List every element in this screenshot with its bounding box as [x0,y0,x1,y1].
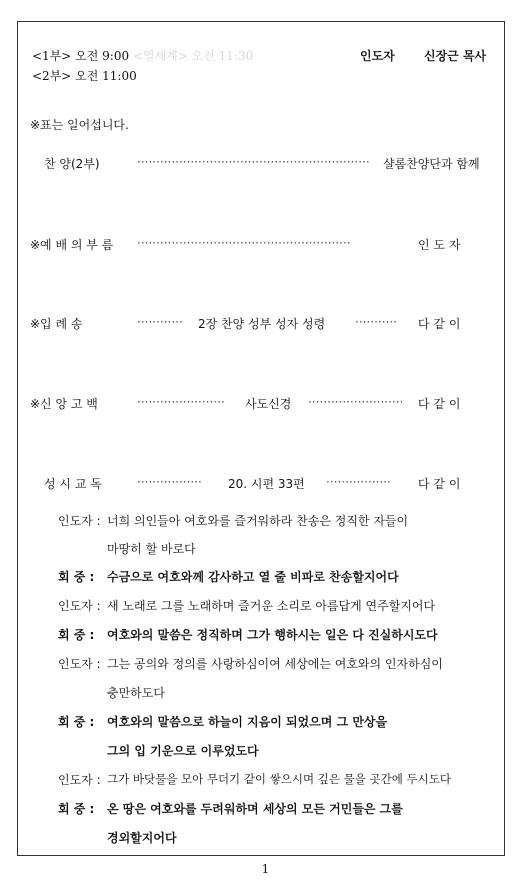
order-item-left: ※입 례 송 [30,317,83,331]
reading-line: 그의 입 기운으로 이루었도다 [107,744,259,758]
order-item-right: 샬롬찬양단과 함께 [383,157,480,171]
order-item-right: 다 같 이 [418,477,461,491]
leader-dots: ····························································· [137,155,370,169]
leader-label: 인도자 [360,49,395,63]
order-item-left: 성 시 교 독 [44,477,102,491]
order-item-left: ※예 배 의 부 름 [30,238,114,252]
reading-line: 여호와의 말씀은 정직하며 그가 행하시는 일은 다 진실하시도다 [107,628,438,642]
leader-dots: ························································ [137,236,351,250]
standing-note: ※표는 일어섭니다. [30,118,129,132]
reading-speaker: 인도자 : [58,773,101,787]
order-item-left: ※신 앙 고 백 [30,397,98,411]
reading-line: 충만하도다 [107,686,165,700]
service-time-1 [32,47,253,64]
order-item-right: 다 같 이 [418,317,461,331]
leader-dots: ················· [326,475,391,489]
order-item-right: 인 도 자 [418,238,461,252]
bulletin-frame [17,21,505,856]
leader-name: 신장근 목사 [424,49,487,63]
order-item-right: 다 같 이 [418,397,461,411]
leader-dots: ························· [308,395,404,409]
reading-speaker: 인도자 : [58,514,101,528]
reading-speaker: 회 중 : [58,715,95,729]
leader-dots: ··········· [355,315,397,329]
leader-dots: ············ [137,315,183,329]
service-time-2: <2부> 오전 11:00 [32,69,137,83]
leader-dots: ······················· [137,395,225,409]
reading-line: 온 땅은 여호와를 두려워하며 세상의 모든 거민들은 그를 [107,802,403,816]
service-time-1-text: <1부> 오전 9:00 [32,49,130,63]
reading-speaker: 인도자 : [58,657,101,671]
faded-service-text: <열세계> 오전 11:30 [132,49,254,63]
reading-line: 마땅히 할 바로다 [107,542,196,556]
reading-line: 경외할지어다 [107,831,177,845]
order-item-middle: 20. 시편 33편 [228,477,305,491]
reading-speaker: 인도자 : [58,599,101,613]
reading-line: 너희 의인들아 여호와를 즐거워하라 찬송은 정직한 자들이 [107,514,409,528]
order-item-middle: 사도신경 [245,397,292,411]
order-item-left: 찬 양(2부) [44,157,100,171]
reading-line: 그는 공의와 정의를 사랑하심이여 세상에는 여호와의 인자하심이 [107,657,443,671]
order-item-middle: 2장 찬양 성부 성자 성령 [198,317,326,331]
reading-line: 수금으로 여호와께 감사하고 열 줄 비파로 찬송할지어다 [107,570,399,584]
reading-line: 그가 바닷물을 모아 무더기 같이 쌓으시며 깊은 물을 곳간에 두시도다 [107,772,451,786]
leader-dots: ················· [137,475,202,489]
reading-speaker: 회 중 : [58,802,95,816]
page-number: 1 [261,862,270,876]
reading-speaker: 회 중 : [58,628,95,642]
reading-line: 여호와의 말씀으로 하늘이 지음이 되었으며 그 만상을 [107,715,388,729]
reading-speaker: 회 중 : [58,570,95,584]
reading-line: 새 노래로 그를 노래하며 즐거운 소리로 아름답게 연주할지어다 [107,599,436,613]
